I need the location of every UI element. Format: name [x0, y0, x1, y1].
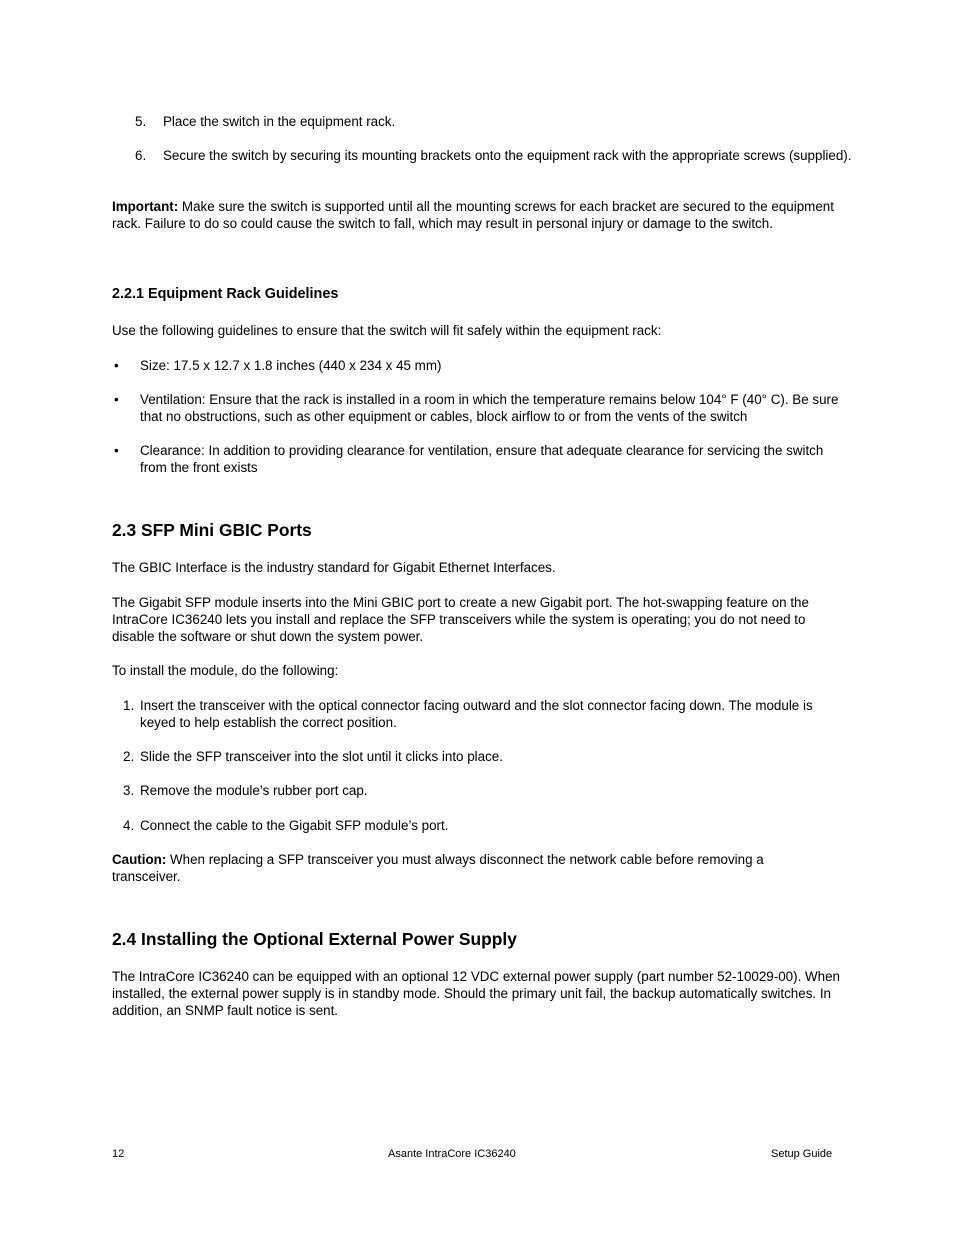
important-text: Make sure the switch is supported until all the mounting screws for each bracket are secured to the equipment rack. Failure to do so could cause the switch to fall, which may result in personal injury or damage to the switch.: [112, 199, 834, 232]
step-text: Insert the transceiver with the optical connector facing outward and the slot connector facing down. The module is keyed to help establish the correct position.: [140, 698, 813, 731]
footer-page-number: 12: [112, 1148, 125, 1160]
bullet-item-text: Ventilation: Ensure that the rack is installed in a room in which the temperature remains below 104° F (40° C). Be sure that no obstructions, such as other equipment or cables, block airflow to or from the vents of the switch: [140, 392, 839, 425]
footer-title: Asante IntraCore IC36240: [388, 1148, 516, 1160]
bullet-icon: •: [114, 392, 119, 407]
bullet-item-text: Clearance: In addition to providing clearance for ventilation, ensure that adequate clearance for servicing the switch from the front exists: [140, 443, 824, 476]
caution-text: When replacing a SFP transceiver you must always disconnect the network cable before removing a transceiver.: [112, 852, 764, 885]
paragraph: To install the module, do the following:: [112, 663, 339, 678]
step-text: Remove the module’s rubber port cap.: [140, 783, 368, 798]
bullet-icon: •: [114, 358, 119, 373]
paragraph: The IntraCore IC36240 can be equipped with an optional 12 VDC external power supply (part number 52-10029-00). When installed, the external power supply is in standby mode. Should the primary unit fail, the backup automatically switches. In addition, an SNMP fault notice is sent.: [112, 969, 840, 1019]
section-heading-2-4: 2.4 Installing the Optional External Power Supply: [112, 929, 517, 949]
section-heading-2-2-1: 2.2.1 Equipment Rack Guidelines: [112, 286, 339, 302]
footer-guide: Setup Guide: [771, 1148, 833, 1160]
list-item-text: Place the switch in the equipment rack.: [163, 114, 396, 129]
list-number: 6.: [135, 148, 147, 163]
caution-note: [112, 851, 812, 885]
important-label: Important:: [112, 199, 179, 214]
list-number: 5.: [135, 114, 147, 129]
step-number: 1.: [123, 698, 135, 713]
step-number: 3.: [123, 783, 135, 798]
paragraph: The Gigabit SFP module inserts into the Mini GBIC port to create a new Gigabit port. The hot-swapping feature on the IntraCore IC36240 lets you install and replace the SFP transceivers while the system is operating; you do not need to disable the software or shut down the system power.: [112, 595, 809, 645]
paragraph: The GBIC Interface is the industry standard for Gigabit Ethernet Interfaces.: [112, 560, 556, 575]
bullet-icon: •: [114, 443, 119, 458]
section-heading-2-3: 2.3 SFP Mini GBIC Ports: [112, 520, 312, 540]
step-number: 4.: [123, 818, 135, 833]
section-intro: Use the following guidelines to ensure that the switch will fit safely within the equipment rack:: [112, 323, 662, 338]
step-text: Connect the cable to the Gigabit SFP module’s port.: [140, 818, 449, 833]
step-number: 2.: [123, 749, 135, 764]
step-text: Slide the SFP transceiver into the slot until it clicks into place.: [140, 749, 503, 764]
list-item-text: Secure the switch by securing its mounting brackets onto the equipment rack with the appropriate screws (supplied).: [163, 148, 852, 163]
important-note: [112, 198, 847, 232]
caution-label: Caution:: [112, 852, 167, 867]
bullet-item-text: Size: 17.5 x 12.7 x 1.8 inches (440 x 234 x 45 mm): [140, 358, 442, 373]
